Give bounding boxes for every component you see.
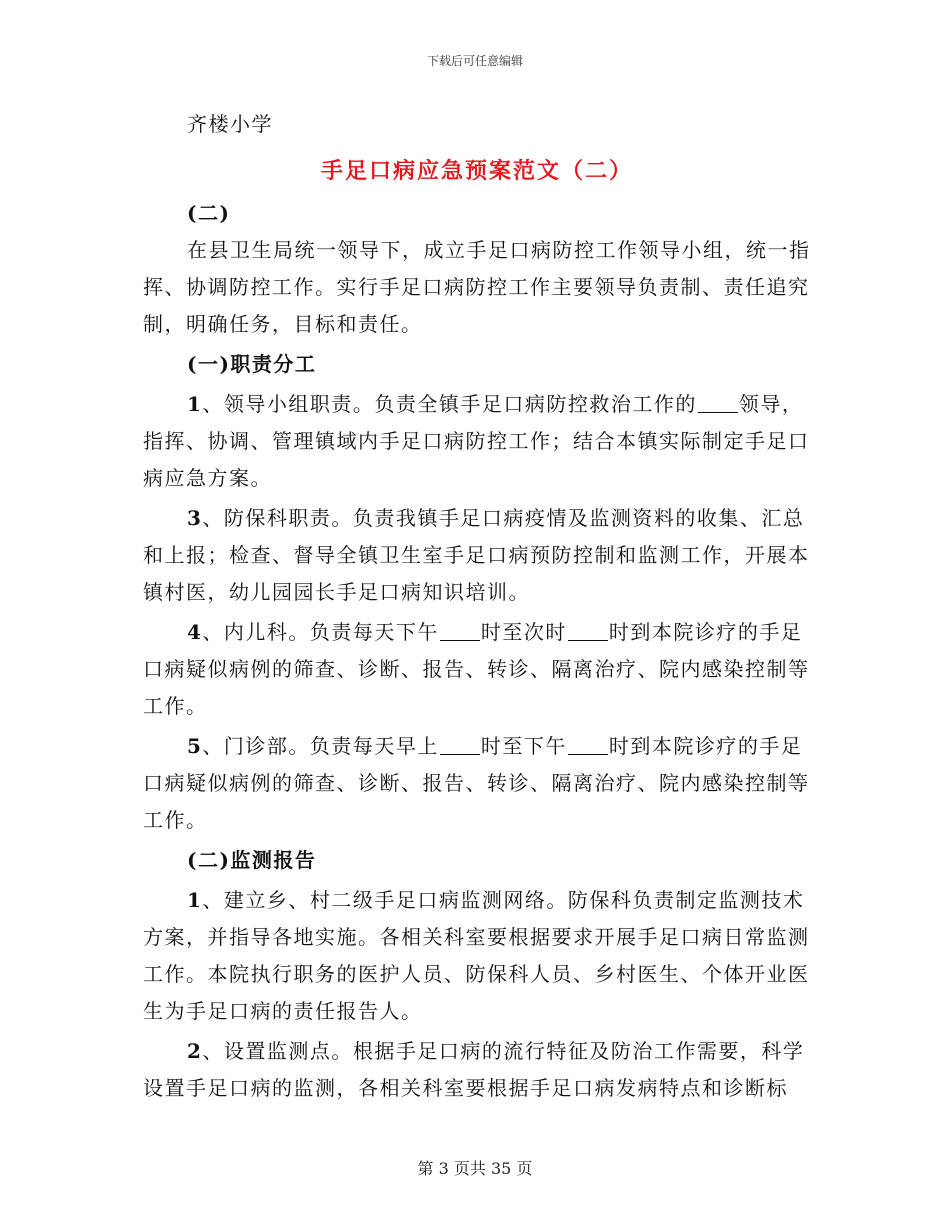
item-text: 、领导小组职责。负责全镇手足口病防控救治工作的 xyxy=(202,392,697,416)
fill-blank xyxy=(440,622,480,641)
item-text: 时到本院诊疗的手足口病疑似病例的筛查、诊断、报告、转诊、隔离治疗、院内感染控制等工作。 xyxy=(143,734,810,832)
item-text: 、门诊部。负责每天早上 xyxy=(202,734,439,758)
intro-paragraph: 在县卫生局统一领导下，成立手足口病防控工作领导小组，统一指挥、协调防控工作。实行手足口病防控工作主要领导负责制、责任追究制，明确任务，目标和责任。 xyxy=(143,238,811,336)
document-title: 手足口病应急预案范文（二） xyxy=(320,158,633,184)
fill-blank xyxy=(568,736,608,755)
item-text: 时至下午 xyxy=(480,734,567,758)
item-number: 3 xyxy=(187,506,203,530)
item-text: 、防保科职责。负责我镇手足口病疫情及监测资料的收集、汇总和上报；检查、督导全镇卫生室手足口病预防控制和监测工作，开展本镇村医，幼儿园园长手足口病知识培训。 xyxy=(143,506,810,604)
item-text: 、内儿科。负责每天下午 xyxy=(202,620,439,644)
item-3-paragraph xyxy=(143,500,811,611)
fill-blank xyxy=(698,394,738,413)
fill-blank xyxy=(440,736,480,755)
item-5-paragraph xyxy=(143,728,811,839)
report-1-paragraph xyxy=(143,882,811,1030)
fill-blank xyxy=(568,622,608,641)
item-text: 时到本院诊疗的手足口病疑似病例的筛查、诊断、报告、转诊、隔离治疗、院内感染控制等工作。 xyxy=(143,620,810,718)
section-marker: (二) xyxy=(187,201,231,225)
section1-heading: (一)职责分工 xyxy=(187,352,317,376)
item-number: 2 xyxy=(187,1039,203,1063)
item-text: 、设置监测点。根据手足口病的流行特征及防治工作需要，科学设置手足口病的监测，各相关科室要根据手足口病发病特点和诊断标 xyxy=(143,1039,805,1100)
item-4-paragraph xyxy=(143,614,811,725)
page-number: 第 3 页共 35 页 xyxy=(417,1159,533,1178)
item-1-paragraph xyxy=(143,386,811,497)
item-number: 4 xyxy=(187,620,203,644)
item-number: 5 xyxy=(187,734,203,758)
document-body xyxy=(143,106,811,1107)
header-note: 下载后可任意编辑 xyxy=(426,54,523,68)
item-number: 1 xyxy=(187,888,203,912)
item-number: 1 xyxy=(187,392,203,416)
report-2-paragraph xyxy=(143,1033,811,1107)
item-text: 、建立乡、村二级手足口病监测网络。防保科负责制定监测技术方案，并指导各地实施。各相关科室要根据要求开展手足口病日常监测工作。本院执行职务的医护人员、防保科人员、乡村医生、个体开业医生为手足口病的责任报告人。 xyxy=(143,888,810,1023)
school-name: 齐楼小学 xyxy=(187,112,273,136)
item-text: 时至次时 xyxy=(480,620,567,644)
section2-heading: (二)监测报告 xyxy=(187,848,317,872)
item-text: 领导，指挥、协调、管理镇域内手足口病防控工作；结合本镇实际制定手足口病应急方案。 xyxy=(143,392,810,490)
